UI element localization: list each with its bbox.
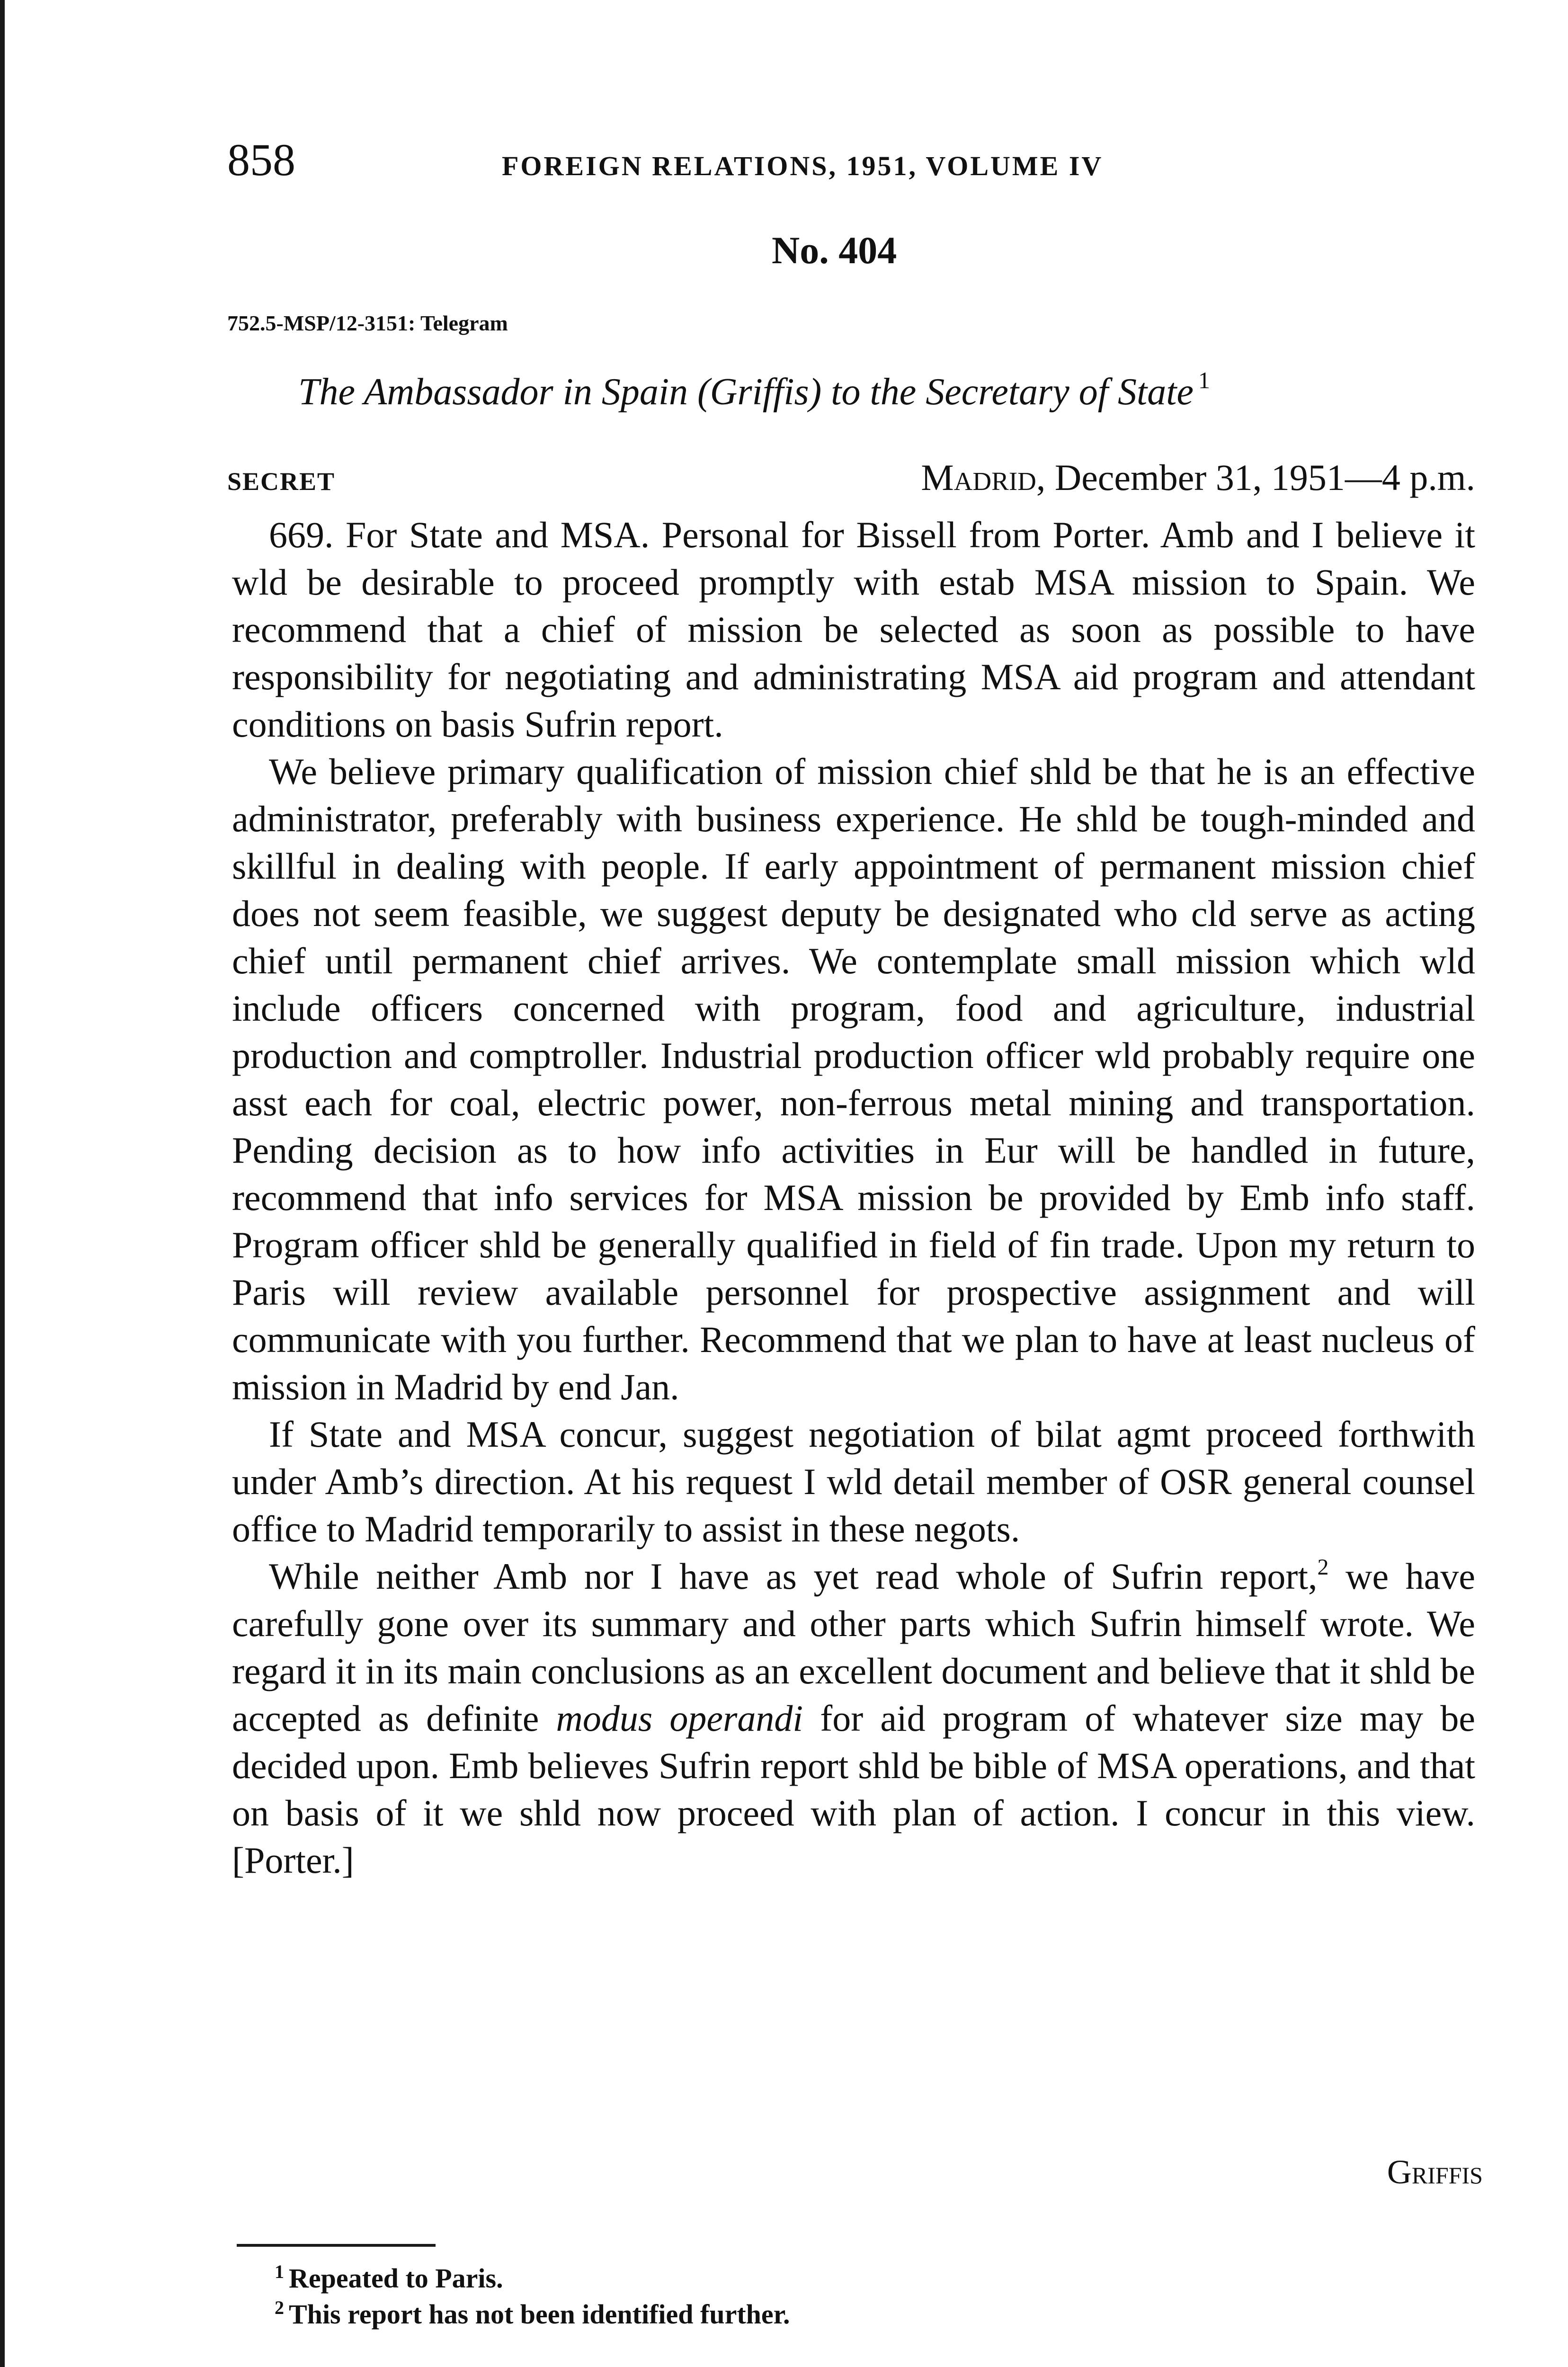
dateline	[921, 459, 1475, 496]
footnote-2-text: This report has not been identified further.	[289, 2299, 790, 2330]
footnote-1-marker: 1	[275, 2261, 284, 2282]
paragraph-4-part-b: we have carefully gone over its summary and other parts which Sufrin himself wrote. We regard it in its main conclusions as an excellent document and believe that it shld be accepted as definite	[232, 1556, 1475, 1739]
document-title-text: The Ambassador in Spain (Griffis) to the Secretary of State	[298, 371, 1194, 413]
footnote-2-marker: 2	[275, 2297, 284, 2318]
file-reference: 752.5-MSP/12-3151: Telegram	[227, 311, 508, 335]
classification-marking: SECRET	[227, 467, 336, 496]
dateline-place: Madrid	[921, 457, 1036, 498]
paragraph-1: 669. For State and MSA. Personal for Bissell from Porter. Amb and I believe it wld be desirable to proceed promptly with estab MSA mission to Spain. We recommend that a chief of mission be selected as soon as possible to have responsibility for negotiating and administrating MSA aid program and attendant conditions on basis Sufrin report.	[232, 514, 1475, 745]
paragraph-2: We believe primary qualification of mission chief shld be that he is an effective administrator, preferably with business experience. He shld be tough-minded and skillful in dealing with people. If early appointment of permanent mission chief does not seem feasible, we suggest deputy be designated who cld serve as acting chief until permanent chief arrives. We contemplate small mission which wld include officers concerned with program, food and agriculture, industrial production and comptroller. Industrial production officer wld probably require one asst each for coal, electric power, non-ferrous metal mining and transportation. Pending decision as to how info activities in Eur will be handled in future, recommend that info services for MSA mission be provided by Emb info staff. Program officer shld be generally qualified in field of fin trade. Upon my return to Paris will review available personnel for prospective assignment and will communicate with you further. Recommend that we plan to have at least nucleus of mission in Madrid by end Jan.	[232, 751, 1475, 1407]
paragraph-4-part-c: for aid program of whatever size may be decided upon. Emb believes Sufrin report shld be bible of MSA operations, and that on basis of it we shld now proceed with plan of action. I concur in this view. [Porter.]	[232, 1698, 1475, 1881]
document-title	[298, 368, 1210, 411]
running-head: FOREIGN RELATIONS, 1951, VOLUME IV	[502, 151, 1104, 181]
footnote-2	[275, 2296, 790, 2332]
footnote-ref-1: 1	[1198, 367, 1210, 393]
paragraph-3: If State and MSA concur, suggest negotiation of bilat agmt proceed forthwith under Amb’s direction. At his request I wld detail member of OSR general counsel office to Madrid temporarily to assist in these negots.	[232, 1414, 1475, 1549]
footnote-divider	[237, 2244, 436, 2247]
footnote-1-text: Repeated to Paris.	[289, 2263, 503, 2294]
footnote-ref-2: 2	[1317, 1555, 1329, 1580]
telegram-body	[232, 511, 1475, 1884]
paragraph-4	[232, 1553, 1475, 1884]
document-number: No. 404	[772, 229, 897, 272]
paragraph-4-italic: modus operandi	[556, 1698, 803, 1739]
dateline-date: , December 31, 1951—4 p.m.	[1036, 457, 1475, 498]
signature: Griffis	[1387, 2153, 1483, 2191]
page-number: 858	[227, 134, 295, 185]
footnotes	[275, 2260, 790, 2332]
paragraph-4-part-a: While neither Amb nor I have as yet read whole of Sufrin report,	[269, 1556, 1318, 1597]
footnote-1	[275, 2260, 790, 2296]
